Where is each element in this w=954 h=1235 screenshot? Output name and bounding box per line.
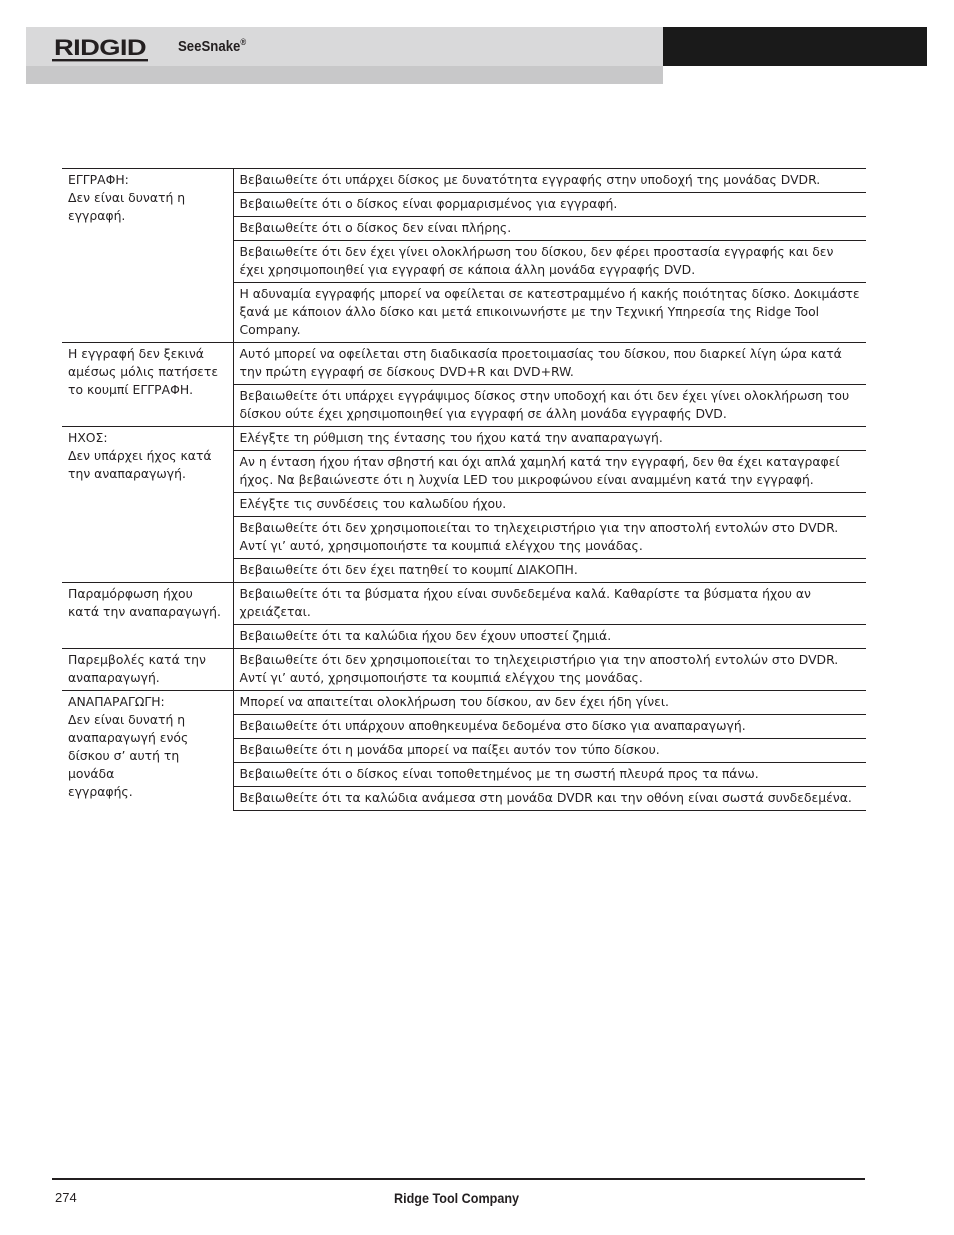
solution-cell: Βεβαιωθείτε ότι δεν χρησιμοποιείται το τηλεχειριστήριο για την αποστολή εντολών στο DVDR. Αντί γι’ αυτό, χρησιμοποιήστε τα κουμπιά ελέγχου της μονάδας. (233, 649, 866, 691)
solution-cell: Βεβαιωθείτε ότι ο δίσκος δεν είναι πλήρης. (233, 217, 866, 241)
header-black-tab (663, 27, 927, 66)
solution-cell: Βεβαιωθείτε ότι υπάρχει εγγράψιμος δίσκος στην υποδοχή και ότι δεν έχει γίνει ολοκλήρωση του δίσκου ούτε έχει χρησιμοποιηθεί για εγγραφή σε άλλη μονάδα εγγραφής DVD. (233, 385, 866, 427)
table-row (62, 169, 866, 193)
header-bar-lower (26, 66, 663, 84)
solution-cell: Βεβαιωθείτε ότι τα καλώδια ήχου δεν έχουν υποστεί ζημιά. (233, 625, 866, 649)
problem-cell: ΗΧΟΣ: Δεν υπάρχει ήχος κατά την αναπαραγωγή. (62, 427, 233, 583)
table-row (62, 649, 866, 691)
troubleshooting-table (62, 168, 866, 811)
problem-cell: ΕΓΓΡΑΦΗ: Δεν είναι δυνατή η εγγραφή. (62, 169, 233, 343)
problem-cell: Παρεμβολές κατά την αναπαραγωγή. (62, 649, 233, 691)
solution-cell: Η αδυναμία εγγραφής μπορεί να οφείλεται σε κατεστραμμένο ή κακής ποιότητας δίσκο. Δοκιμάστε ξανά με κάποιον άλλο δίσκο και μετά επικοινωνήστε με την Τεχνική Υπηρεσία της Ridge Tool Company. (233, 283, 866, 343)
solution-cell: Βεβαιωθείτε ότι τα βύσματα ήχου είναι συνδεδεμένα καλά. Καθαρίστε τα βύσματα ήχου αν χρειάζεται. (233, 583, 866, 625)
solution-cell: Βεβαιωθείτε ότι ο δίσκος είναι φορμαρισμένος για εγγραφή. (233, 193, 866, 217)
solution-cell: Βεβαιωθείτε ότι υπάρχει δίσκος με δυνατότητα εγγραφής στην υποδοχή της μονάδας DVDR. (233, 169, 866, 193)
solution-cell: Βεβαιωθείτε ότι δεν έχει γίνει ολοκλήρωση του δίσκου, δεν φέρει προστασία εγγραφής και δεν έχει χρησιμοποιηθεί για εγγραφή σε κάποια άλλη μονάδα εγγραφής DVD. (233, 241, 866, 283)
solution-cell: Βεβαιωθείτε ότι υπάρχουν αποθηκευμένα δεδομένα στο δίσκο για αναπαραγωγή. (233, 715, 866, 739)
solution-cell: Ελέγξτε τις συνδέσεις του καλωδίου ήχου. (233, 493, 866, 517)
table-row (62, 427, 866, 451)
table-row (62, 343, 866, 385)
solution-cell: Βεβαιωθείτε ότι ο δίσκος είναι τοποθετημένος με τη σωστή πλευρά προς τα πάνω. (233, 763, 866, 787)
footer-rule (52, 1178, 865, 1180)
footer-company: Ridge Tool Company (394, 1190, 520, 1206)
solution-cell: Βεβαιωθείτε ότι δεν χρησιμοποιείται το τηλεχειριστήριο για την αποστολή εντολών στο DVDR. Αντί γι’ αυτό, χρησιμοποιήστε τα κουμπιά ελέγχου της μονάδας. (233, 517, 866, 559)
table-row (62, 583, 866, 625)
problem-cell: ΑΝΑΠΑΡΑΓΩΓΗ: Δεν είναι δυνατή η αναπαραγωγή ενός δίσκου σ’ αυτή τη μονάδα εγγραφής. (62, 691, 233, 811)
solution-cell: Ελέγξτε τη ρύθμιση της έντασης του ήχου κατά την αναπαραγωγή. (233, 427, 866, 451)
solution-cell: Αυτό μπορεί να οφείλεται στη διαδικασία προετοιμασίας του δίσκου, που διαρκεί λίγη ώρα κατά την πρώτη εγγραφή σε δίσκους DVD+R και DVD+RW. (233, 343, 866, 385)
page-number: 274 (55, 1190, 77, 1205)
solution-cell: Αν η ένταση ήχου ήταν σβηστή και όχι απλά χαμηλή κατά την εγγραφή, δεν θα έχει καταγραφεί ήχος. Να βεβαιώνεστε ότι η λυχνία LED του μικροφώνου είναι αναμμένη κατά την εγγραφή. (233, 451, 866, 493)
product-name: SeeSnake® (178, 37, 247, 55)
solution-cell: Βεβαιωθείτε ότι η μονάδα μπορεί να παίξει αυτόν τον τύπο δίσκου. (233, 739, 866, 763)
problem-cell: Η εγγραφή δεν ξεκινά αμέσως μόλις πατήσετε το κουμπί ΕΓΓΡΑΦΗ. (62, 343, 233, 427)
ridgid-logo (52, 33, 148, 63)
solution-cell: Βεβαιωθείτε ότι τα καλώδια ανάμεσα στη μονάδα DVDR και την οθόνη είναι σωστά συνδεδεμένα. (233, 787, 866, 811)
problem-cell: Παραμόρφωση ήχου κατά την αναπαραγωγή. (62, 583, 233, 649)
solution-cell: Μπορεί να απαιτείται ολοκλήρωση του δίσκου, αν δεν έχει ήδη γίνει. (233, 691, 866, 715)
solution-cell: Βεβαιωθείτε ότι δεν έχει πατηθεί το κουμπί ΔΙΑΚΟΠΗ. (233, 559, 866, 583)
table-row (62, 691, 866, 715)
brand-text: RIDGID (54, 35, 146, 60)
